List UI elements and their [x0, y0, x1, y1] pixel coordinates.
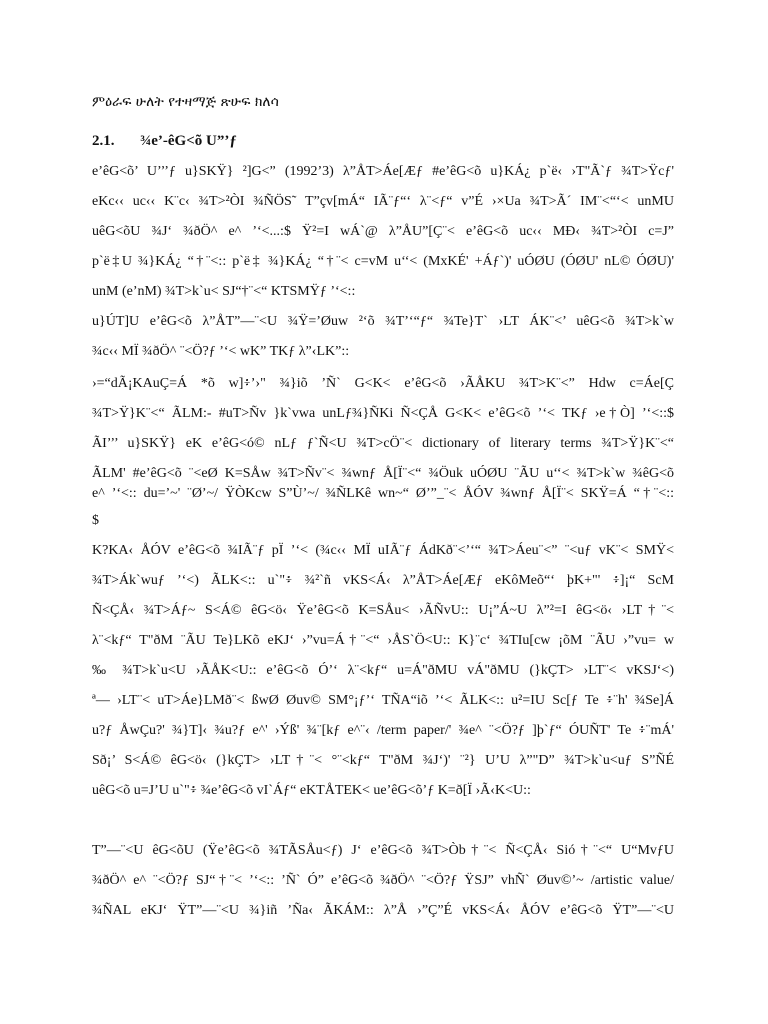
body-line: uêG<õ u=J’U u`"፥⁠ ¾e’êG<õ vI`Áƒ“ eKTÅTEK< ue’êG<õ’ƒ K=ð[Ï ›Ã‹K<U::: [92, 783, 531, 798]
body-line: ÃLM' #e’êG<õ ¨<eØ K=SÅw ¾T>Ñv¨< ¾wnƒ Å[Ï¨<“ ¾Öuk uÓØU ¨ÃU u‘‘< ¾T>k`w ¾êG<õ: [92, 466, 674, 481]
body-line: e^ ’‘<:: du=’~' ¨Ø’~/ ŸÒKcw S”Ù’~/ ¾ÑLKê wn~“ Ø’”_¨< ÅÓV ¾wnƒ Å[Ï¨< SKŸ=Á “†¨<::: [92, 486, 674, 501]
body-line: ¾T>Ÿ}K¨<“ ÃLM:- #uT>Ñv }k`vwa unLƒ¾}ÑKi Ñ<ÇÅ G<K< e’êG<õ ’‘< TKƒ ›e†Ò] ’‘<::$: [92, 406, 674, 421]
body-line: uêG<õU ¾J‘ ¾ðÖ^ e^ ’‘<...:$ Ÿ²=I wÁ`@ ⁠λ”ÅU”[Ç¨< e’êG<õ uc‹‹ MÐ‹ ¾T>²ÒI c=J”: [92, 224, 674, 239]
body-line: ¾ÑAL eKJ‘ ŸT”—¨<U ¾}iñ ’Ña‹ ÃKÁM:: ⁠λ”Å ›”Ç”É vKS<Á‹ ÅÓV e’êG<õ ŸT”—¨<U: [92, 903, 674, 918]
body-line: ‰ ¾T>k`u<U ›ÃÅK<U:: e’êG<õ Ó’‘ ⁠λ¨<kƒ“ u=Á"ðMU vÁ"ðMU (}kÇT> ›LT¨< vKSJ‘<): [92, 663, 674, 678]
body-line: ª— ›LT¨< uT>Áe}LMð¨< ßwØ Øuv© SM°¡ƒ’‘ TÑA“iõ ’‘< ÃLK<:: u²=IU Sc[ƒ Te ፥¨h' ¾Se]Á: [92, 693, 674, 708]
chapter-header: ምዕራፍ ሁለት የተዛማጅ ጽሁፍ ክለሳ: [92, 94, 279, 110]
body-line: ›=“dÃ¡KAuÇ=Á *õ w]፥’›" ¾}iõ ’Ñ` G<K< e’êG<õ ›ÃÅKU ¾T>K¨<” Hdw c=Áe[Ç: [92, 376, 674, 391]
body-line: ÃI’’’ u}SKŸ} eK e’êG<ó© nLƒ ƒ`Ñ<U ¾T>cÖ¨< dictionary of literary terms ¾T>Ÿ}K¨<“: [92, 436, 674, 451]
body-line: Sð¡’ S<Á© êG<ö‹ (}kÇT> ›LT†¨< °¨<kƒ“ T"ðM ¾J‘)' ¨²} U’U ⁠λ”"D” ¾T>k`u<uƒ S”ÑÉ: [92, 753, 674, 768]
body-line: Ñ<ÇÅ‹ ¾T>Áƒ~ S<Á© êG<ö‹ Ÿe’êG<õ K=SÅu< ›ÃÑvU:: U¡”Á~U ⁠λ”²=I êG<ö‹ ›LT†¨<: [92, 603, 674, 618]
body-line: p`ë‡U ¾}KÁ¿ “†¨<:: p`ë‡ ¾}KÁ¿ “†¨< c=vM u‘‘< (MxKÉ' +Áƒ`)' uÓØU (ÓØU' nL© ÓØU)': [92, 254, 674, 269]
body-line: eKc‹‹ uc‹‹ K¨c‹ ¾T>²ÒI ¾ÑÖS˜ T”çv[mÁ“ IÃ¨ƒ“‘ ⁠λ¨<ƒ“ v”É ›×Ua ¾T>Ã´ IM¨<“‘< unMU: [92, 194, 674, 209]
body-line: u}ÚT]U e’êG<õ λ”ÅT”—¨<U ¾Ÿ=’Øuw ²‘õ ¾T’‘“ƒ“ ¾Te}T` ›LT ÁK¨<’ uêG<õ ¾T>k`w: [92, 314, 674, 329]
body-line: ⁠λ¨<kƒ“ T"ðM ¨ÃU Te}LKõ eKJ‘ ›”vu=Á†¨<“ ›ÅS`Ö<U:: K}¨c‘ ¾TIu[cw ¡õM ¨ÃU ›”vu= w: [92, 633, 674, 648]
body-line: u?ƒ ÅwÇu?' ¾}T]‹ ¾u?ƒ e^' ›Ýß' ¾¨[kƒ e^¨‹ /term paper/' ¾e^ ¨<Ö?ƒ ]þ`ƒ“ ÓUÑT' Te ፥¨mÁ': [92, 723, 674, 738]
section-number: 2.1.: [92, 133, 115, 149]
body-line: ¾ðÖ^ e^ ¨<Ö?ƒ SJ“†¨< ’‘<:: ’Ñ` Ó” e’êG<õ ¾ðÖ^ ¨<Ö?ƒ ŸSJ” vhÑ` Øuv©’~ /artistic value/: [92, 873, 674, 888]
body-line: $: [92, 513, 99, 528]
body-line: ¾c‹‹ MÏ ¾ðÖ^ ¨<Ö?ƒ ’‘< wK” TKƒ ⁠λ”‹LK”::: [92, 344, 350, 359]
body-line: unM (e’nM) ¾T>k`u< SJ“†¨<“ KTSMŸƒ ’‘<::: [92, 284, 356, 299]
body-line: ¾T>Ák`wuƒ ’‘<) ÃLK<:: u`"፥⁠ ¾²`ñ vKS<Á‹ λ”ÅT>Áe[Æƒ eKôMeõ“‘ þK+"' ፥]¡“ ScM: [92, 573, 674, 588]
body-line: K?KA‹ ÅÓV e’êG<õ ¾IÃ¨ƒ pÏ ’‘< (¾c‹‹ MÏ uIÃ¨ƒ ÁdKð¨<’‘“ ¾T>Áeu¨<” ¨<uƒ vK¨< SMŸ<: [92, 543, 674, 558]
body-line: e’êG<õ’ U’’’ƒ u}SKŸ} ²]G<” (1992’3) ⁠λ”ÅT>Áe[Æƒ #e’êG<õ u}KÁ¿ p`ë‹ ›T"Ã`ƒ ¾T>Ÿcƒ': [92, 164, 674, 179]
section-heading: [92, 133, 237, 150]
body-line: T”—¨<U êG<õU (Ÿe’êG<õ ¾TÃSÅu<ƒ) J‘ e’êG<õ ¾T>Òb†¨< Ñ<ÇÅ‹ Sió†¨<“ U“MvƒU: [92, 843, 674, 858]
section-title: ¾e’-êG<õ U”’ƒ: [140, 133, 237, 149]
